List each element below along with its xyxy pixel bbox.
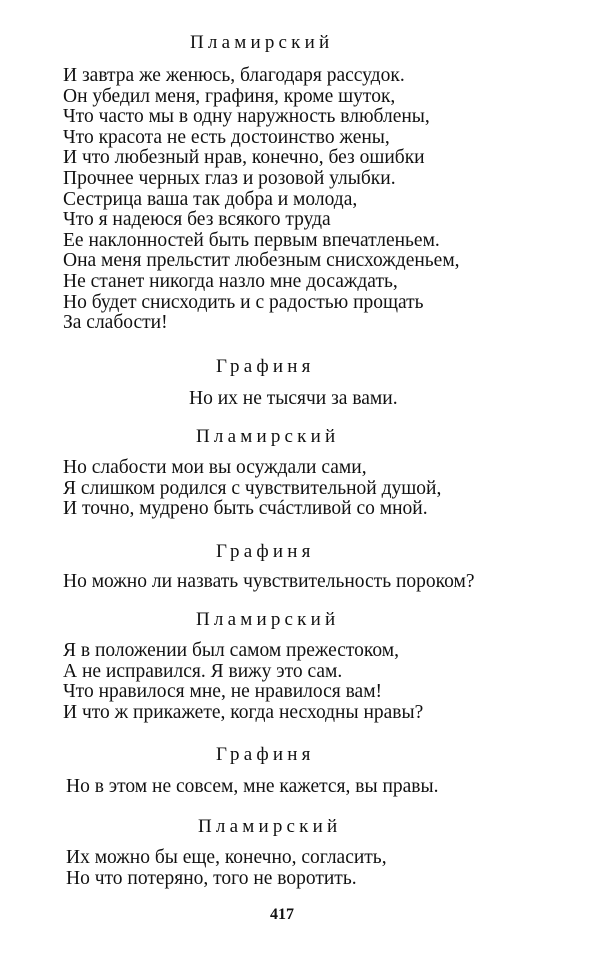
- speaker-name: Графиня: [216, 744, 315, 765]
- verse-line: Я слишком родился с чувствительной душой,: [63, 477, 442, 499]
- verse-line: Но их не тысячи за вами.: [189, 388, 398, 409]
- verse-line: И точно, мудрено быть счáстливой со мной.: [63, 498, 428, 520]
- speaker-name: Пламирский: [196, 609, 340, 630]
- speaker-name: Пламирский: [196, 426, 340, 447]
- verse-block: [63, 66, 460, 334]
- verse-line: Их можно бы еще, конечно, согласить,: [66, 847, 387, 868]
- verse-block: [63, 641, 423, 723]
- verse-line: Что красота не есть достоинство жены,: [63, 126, 390, 148]
- verse-line: И завтра же женюсь, благодаря рассудок.: [63, 65, 405, 86]
- verse-line: И что любезный нрав, конечно, без ошибки: [63, 147, 425, 169]
- verse-line: Но что потеряно, того не воротить.: [66, 867, 357, 889]
- verse-block: [63, 458, 441, 520]
- verse-line: Что нравилося мне, не нравилося вам!: [63, 681, 383, 703]
- verse-block: [66, 848, 387, 889]
- verse-line: И что ж прикажете, когда несходны нравы?: [63, 701, 424, 723]
- speaker-name: Пламирский: [190, 32, 334, 53]
- verse-line: Но слабости мои вы осуждали сами,: [63, 457, 367, 478]
- verse-line: А не исправился. Я вижу это сам.: [63, 660, 343, 682]
- verse-line: Что я надеюся без всякого труда: [63, 209, 331, 231]
- speaker-name: Графиня: [216, 541, 315, 562]
- verse-line: Она меня прельстит любезным снисхожденьем,: [63, 250, 460, 272]
- verse-line: Но будет снисходить и с радостью прощать: [63, 291, 424, 313]
- verse-line: Сестрица ваша так добра и молода,: [63, 188, 358, 210]
- verse-line: Он убедил меня, графиня, кроме шуток,: [63, 85, 396, 107]
- speaker-name: Пламирский: [198, 816, 342, 837]
- page-number: 417: [270, 906, 294, 923]
- verse-line: Но в этом не совсем, мне кажется, вы правы.: [66, 776, 439, 797]
- verse-line: Прочнее черных глаз и розовой улыбки.: [63, 167, 396, 189]
- verse-line: За слабости!: [63, 312, 168, 334]
- verse-line: Но можно ли назвать чувствительность пороком?: [63, 571, 475, 592]
- verse-line: Что часто мы в одну наружность влюблены,: [63, 106, 430, 128]
- verse-line: Ее наклонностей быть первым впечатленьем.: [63, 229, 440, 251]
- verse-line: Не станет никогда назло мне досаждать,: [63, 270, 398, 292]
- speaker-name: Графиня: [216, 356, 315, 377]
- verse-line: Я в положении был самом прежестоком,: [63, 640, 399, 661]
